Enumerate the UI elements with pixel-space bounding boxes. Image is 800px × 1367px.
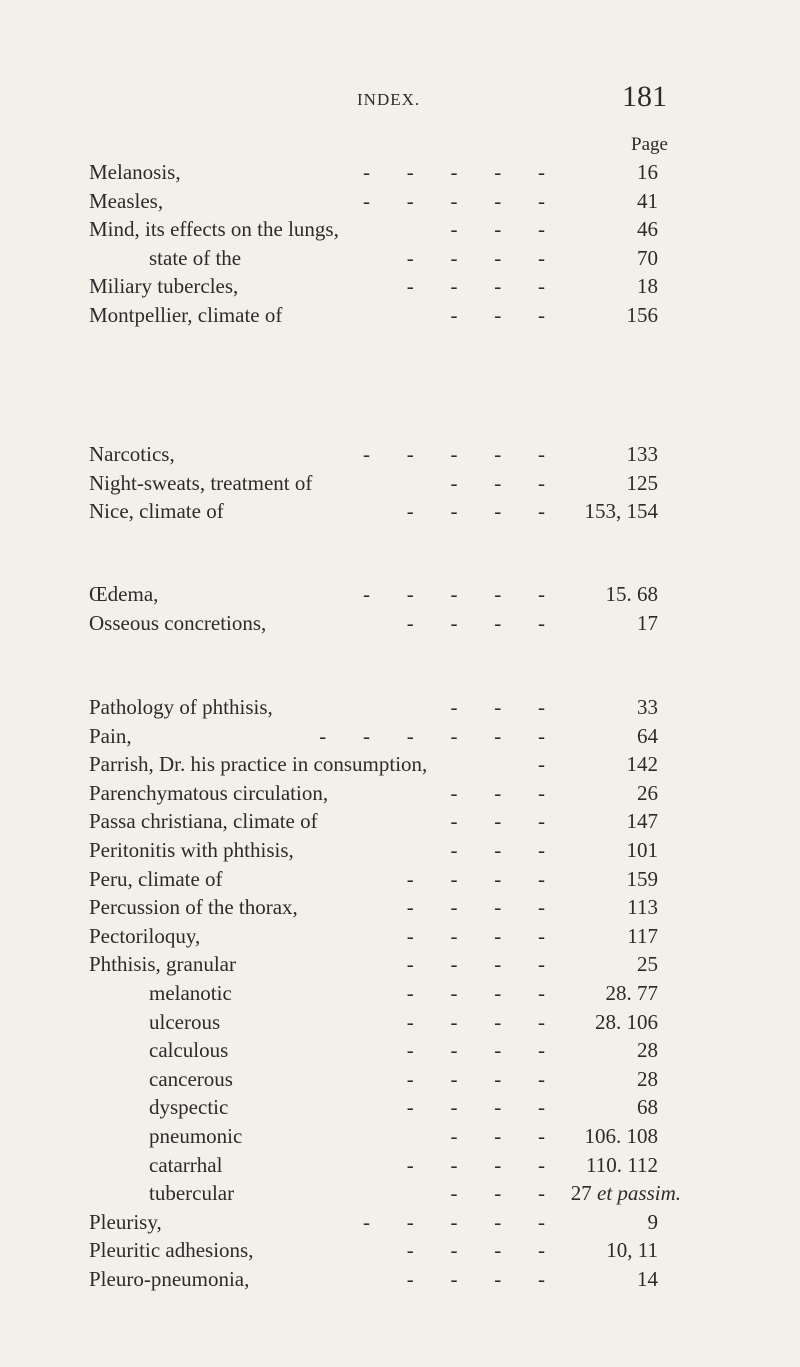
leader-dashes: - - - - bbox=[406, 923, 545, 948]
entry-label: Œdema, bbox=[89, 582, 159, 606]
entry-label: Peru, climate of bbox=[89, 866, 223, 891]
entry-label: ulcerous bbox=[149, 1009, 221, 1034]
leader-dashes: - - - - bbox=[406, 1038, 545, 1063]
index-entry bbox=[0, 724, 800, 754]
entry-page-number: 147 bbox=[626, 809, 658, 834]
leader-dashes: - - - - bbox=[406, 1238, 545, 1263]
entry-page-number: 27 bbox=[570, 1181, 592, 1206]
leader-dashes: - - - - bbox=[406, 1267, 545, 1291]
entry-label: Parenchymatous circulation, bbox=[89, 780, 329, 805]
entry-page bbox=[627, 895, 658, 920]
entry-label: cancerous bbox=[149, 1066, 233, 1091]
entry-label: Mind, its effects on the lungs, bbox=[89, 217, 339, 242]
entry-page bbox=[627, 924, 658, 949]
index-entry bbox=[0, 895, 800, 925]
index-entry bbox=[0, 1267, 800, 1297]
index-entry bbox=[0, 471, 800, 501]
index-entry bbox=[0, 160, 800, 190]
leader-dashes: - bbox=[538, 752, 545, 777]
entry-page-number: 142 bbox=[626, 752, 658, 777]
entry-page bbox=[637, 695, 658, 720]
index-entry bbox=[0, 1153, 800, 1183]
entry-page bbox=[627, 442, 659, 467]
index-entry bbox=[0, 246, 800, 276]
entry-label: melanotic bbox=[149, 981, 232, 1005]
index-entry bbox=[0, 582, 800, 612]
index-entry bbox=[0, 1210, 800, 1240]
entry-page bbox=[637, 1095, 658, 1120]
entry-page-number: 101 bbox=[626, 838, 658, 862]
entry-page-number: 117 bbox=[627, 923, 658, 948]
entry-label: Parrish, Dr. his practice in consumption, bbox=[89, 752, 428, 777]
entry-label: Pleurisy, bbox=[89, 1209, 162, 1234]
page-column-heading: Page bbox=[631, 134, 668, 155]
leader-dashes: - - - - bbox=[406, 1009, 545, 1034]
entry-label: Pain, bbox=[89, 723, 132, 748]
entry-label: Miliary tubercles, bbox=[89, 274, 239, 299]
entry-page bbox=[637, 724, 658, 749]
entry-page-number: 41 bbox=[637, 188, 658, 213]
entry-label: dyspectic bbox=[149, 1095, 229, 1120]
entry-label: Peritonitis with phthisis, bbox=[89, 838, 294, 862]
index-entry bbox=[0, 838, 800, 868]
entry-label: tubercular bbox=[149, 1181, 235, 1206]
entry-page-number: 28 bbox=[637, 1066, 658, 1091]
entry-label: Pleuritic adhesions, bbox=[89, 1238, 254, 1263]
entry-page bbox=[637, 781, 658, 806]
running-title: INDEX. bbox=[357, 90, 421, 109]
entry-page bbox=[637, 246, 658, 271]
index-entry bbox=[0, 981, 800, 1011]
index-entry bbox=[0, 867, 800, 897]
entry-page-number: 16 bbox=[637, 160, 658, 184]
entry-page bbox=[606, 1238, 658, 1263]
index-entry bbox=[0, 1181, 800, 1211]
entry-page-number: 156 bbox=[626, 303, 658, 327]
index-entry bbox=[0, 1124, 800, 1154]
leader-dashes: - - - bbox=[450, 1124, 545, 1148]
entry-page-number: 106. 108 bbox=[584, 1124, 658, 1148]
leader-dashes: - - - - - bbox=[363, 442, 545, 466]
entry-page-number: 125 bbox=[626, 470, 658, 495]
index-entry bbox=[0, 809, 800, 839]
leader-dashes: - - - - bbox=[406, 499, 545, 524]
entry-label: Osseous concretions, bbox=[89, 610, 267, 635]
entry-page bbox=[627, 752, 659, 777]
leader-dashes: - - - bbox=[450, 809, 545, 834]
entry-page bbox=[637, 274, 658, 299]
page-header bbox=[0, 72, 800, 112]
entry-page-number: 17 bbox=[637, 610, 658, 635]
entry-label: Narcotics, bbox=[89, 442, 175, 466]
index-entry bbox=[0, 217, 800, 247]
leader-dashes: - - - bbox=[450, 470, 545, 495]
index-entry bbox=[0, 752, 800, 782]
index-entry bbox=[0, 952, 800, 982]
entry-page-number: 26 bbox=[637, 780, 658, 805]
entry-page bbox=[606, 981, 659, 1006]
entry-page bbox=[627, 303, 659, 328]
entry-page-note: et passim. bbox=[597, 1181, 681, 1206]
entry-page bbox=[637, 1067, 658, 1092]
index-entry bbox=[0, 1238, 800, 1268]
entry-page-number: 10, 11 bbox=[606, 1238, 658, 1263]
page-number: 181 bbox=[622, 80, 667, 113]
entry-label: calculous bbox=[149, 1038, 229, 1063]
entry-page-number: 33 bbox=[637, 695, 658, 719]
leader-dashes: - - - - bbox=[406, 610, 545, 635]
leader-dashes: - - - bbox=[450, 838, 545, 862]
entry-page bbox=[637, 611, 658, 636]
entry-page bbox=[637, 189, 658, 214]
entry-page bbox=[637, 160, 658, 185]
entry-page-number: 46 bbox=[637, 217, 658, 242]
entry-label: Measles, bbox=[89, 188, 164, 213]
entry-label: Phthisis, granular bbox=[89, 952, 236, 977]
entry-page bbox=[637, 217, 658, 242]
entry-page bbox=[606, 582, 659, 607]
index-entry bbox=[0, 274, 800, 304]
entry-page-number: 25 bbox=[637, 952, 658, 977]
index-entry bbox=[0, 1067, 800, 1097]
entry-label: Percussion of the thorax, bbox=[89, 895, 298, 920]
entry-page bbox=[571, 1181, 681, 1206]
entry-label: Passa christiana, climate of bbox=[89, 809, 318, 834]
entry-page bbox=[595, 1010, 658, 1035]
entry-page bbox=[637, 952, 658, 977]
index-entry bbox=[0, 695, 800, 725]
entry-label: Melanosis, bbox=[89, 160, 181, 184]
entry-page-number: 159 bbox=[626, 866, 658, 891]
leader-dashes: - - - - bbox=[406, 895, 545, 920]
leader-dashes: - - - - bbox=[406, 1066, 545, 1091]
leader-dashes: - - - - bbox=[406, 981, 545, 1005]
entry-page-number: 68 bbox=[637, 1095, 658, 1120]
entry-page-number: 28 bbox=[637, 1038, 658, 1063]
index-entry bbox=[0, 499, 800, 529]
entry-label: Pectoriloquy, bbox=[89, 923, 201, 948]
entry-page bbox=[627, 838, 659, 863]
index-entry bbox=[0, 303, 800, 333]
leader-dashes: - - - - - bbox=[363, 1209, 545, 1234]
entry-page bbox=[585, 1124, 659, 1149]
entry-page-number: 153, 154 bbox=[584, 499, 658, 524]
entry-page-number: 28. 77 bbox=[605, 981, 658, 1005]
index-entry bbox=[0, 1010, 800, 1040]
leader-dashes: - - - - - - bbox=[319, 723, 545, 748]
entry-page bbox=[637, 1267, 658, 1292]
leader-dashes: - - - - bbox=[406, 274, 545, 299]
entry-page-number: 28. 106 bbox=[595, 1009, 658, 1034]
entry-page bbox=[627, 471, 659, 496]
entry-label: state of the bbox=[149, 245, 242, 270]
entry-label: Montpellier, climate of bbox=[89, 303, 283, 327]
leader-dashes: - - - - bbox=[406, 1152, 545, 1177]
entry-page bbox=[585, 499, 659, 524]
entry-page bbox=[648, 1210, 659, 1235]
index-entry bbox=[0, 611, 800, 641]
index-entry bbox=[0, 781, 800, 811]
entry-page-number: 110. 112 bbox=[586, 1152, 658, 1177]
index-entry bbox=[0, 1095, 800, 1125]
entry-page-number: 64 bbox=[637, 723, 658, 748]
leader-dashes: - - - - bbox=[406, 952, 545, 977]
leader-dashes: - - - - bbox=[406, 866, 545, 891]
entry-page-number: 18 bbox=[637, 274, 658, 299]
entry-label: catarrhal bbox=[149, 1152, 223, 1177]
entry-label: Pathology of phthisis, bbox=[89, 695, 273, 719]
entry-page-number: 70 bbox=[637, 245, 658, 270]
entry-page-number: 15. 68 bbox=[605, 582, 658, 606]
leader-dashes: - - - - bbox=[406, 245, 545, 270]
entry-page-number: 133 bbox=[626, 442, 658, 466]
leader-dashes: - - - bbox=[450, 1181, 545, 1206]
entry-page bbox=[627, 867, 659, 892]
leader-dashes: - - - - - bbox=[363, 582, 545, 606]
leader-dashes: - - - bbox=[450, 303, 545, 327]
index-entry bbox=[0, 1038, 800, 1068]
index-entry bbox=[0, 924, 800, 954]
leader-dashes: - - - bbox=[450, 780, 545, 805]
entry-page-number: 113 bbox=[627, 895, 658, 920]
entry-page-number: 9 bbox=[647, 1209, 658, 1234]
leader-dashes: - - - bbox=[450, 695, 545, 719]
entry-label: Night-sweats, treatment of bbox=[89, 470, 313, 495]
entry-label: Pleuro-pneumonia, bbox=[89, 1267, 250, 1291]
leader-dashes: - - - bbox=[450, 217, 545, 242]
entry-page bbox=[637, 1038, 658, 1063]
leader-dashes: - - - - bbox=[406, 1095, 545, 1120]
entry-page-number: 14 bbox=[637, 1267, 658, 1291]
leader-dashes: - - - - - bbox=[363, 188, 545, 213]
entry-page bbox=[586, 1153, 658, 1178]
entry-label: pneumonic bbox=[149, 1124, 243, 1148]
leader-dashes: - - - - - bbox=[363, 160, 545, 184]
entry-page bbox=[627, 809, 659, 834]
index-entry bbox=[0, 189, 800, 219]
index-entry bbox=[0, 442, 800, 472]
entry-label: Nice, climate of bbox=[89, 499, 224, 524]
